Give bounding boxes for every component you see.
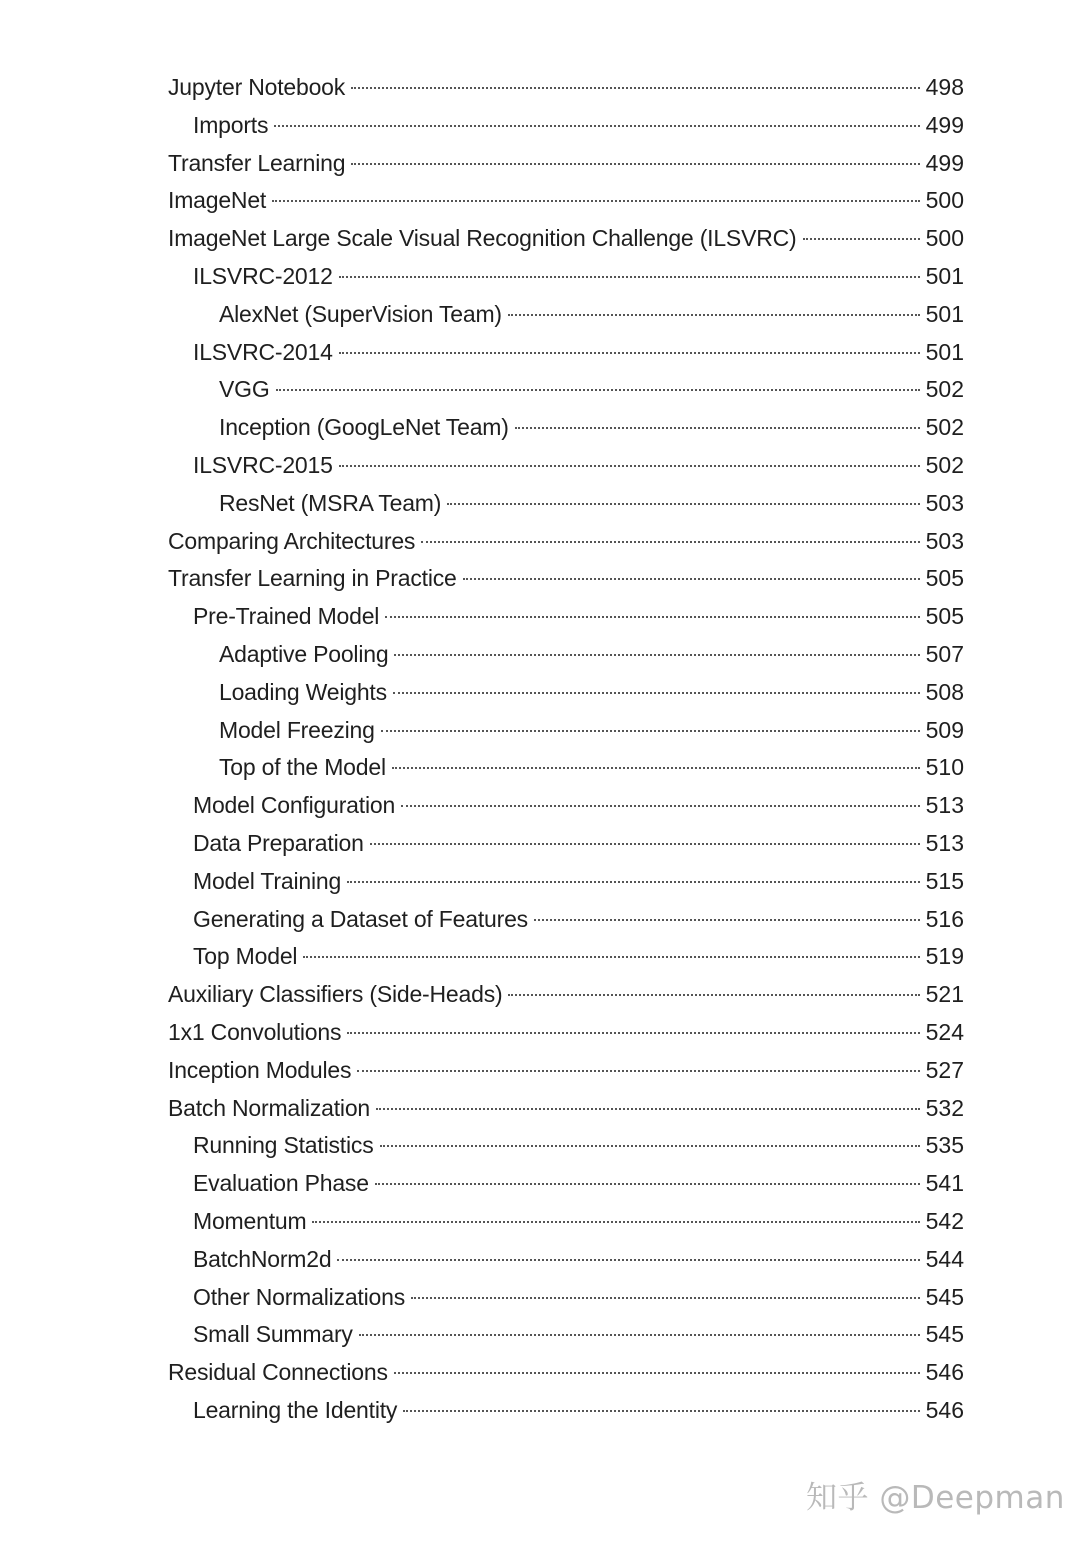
toc-entry-title: VGG xyxy=(219,376,270,403)
dot-leader xyxy=(347,1032,920,1034)
dot-leader xyxy=(401,805,920,807)
toc-entry-page: 503 xyxy=(925,489,964,516)
toc-entry-title: Loading Weights xyxy=(219,678,387,705)
toc-entry-title: Top of the Model xyxy=(219,754,386,781)
dot-leader xyxy=(394,654,920,656)
toc-entry-title: ImageNet xyxy=(168,187,267,214)
toc-entry-page: 502 xyxy=(925,414,964,441)
dot-leader xyxy=(357,1070,920,1072)
toc-entry[interactable] xyxy=(168,674,964,712)
dot-leader xyxy=(339,276,920,278)
dot-leader xyxy=(515,427,920,429)
table-of-contents xyxy=(168,69,964,1430)
toc-entry-page: 546 xyxy=(925,1396,964,1423)
toc-entry-title: Data Preparation xyxy=(193,829,364,856)
toc-entry[interactable] xyxy=(168,1392,964,1430)
toc-entry-title: Residual Connections xyxy=(168,1359,388,1386)
toc-entry[interactable] xyxy=(168,560,964,598)
toc-entry-title: Auxiliary Classifiers (Side-Heads) xyxy=(168,981,503,1008)
toc-entry[interactable] xyxy=(168,485,964,523)
toc-entry-page: 515 xyxy=(925,867,964,894)
dot-leader xyxy=(359,1334,920,1336)
toc-entry[interactable] xyxy=(168,825,964,863)
dot-leader xyxy=(393,692,920,694)
toc-entry-title: Model Configuration xyxy=(193,792,396,819)
toc-entry-title: ILSVRC-2012 xyxy=(193,262,333,289)
toc-entry[interactable] xyxy=(168,258,964,296)
dot-leader xyxy=(312,1221,920,1223)
toc-entry-page: 542 xyxy=(925,1207,964,1234)
dot-leader xyxy=(803,238,921,240)
toc-entry[interactable] xyxy=(168,1316,964,1354)
dot-leader xyxy=(303,956,920,958)
dot-leader xyxy=(376,1108,920,1110)
dot-leader xyxy=(339,465,920,467)
dot-leader xyxy=(421,541,920,543)
toc-entry-page: 501 xyxy=(925,262,964,289)
toc-entry-page: 501 xyxy=(925,338,964,365)
toc-entry-page: 546 xyxy=(925,1359,964,1386)
dot-leader xyxy=(411,1297,920,1299)
toc-entry[interactable] xyxy=(168,334,964,372)
toc-entry-title: Transfer Learning xyxy=(168,149,346,176)
dot-leader xyxy=(272,200,920,202)
toc-entry[interactable] xyxy=(168,69,964,107)
toc-entry[interactable] xyxy=(168,1127,964,1165)
dot-leader xyxy=(276,389,920,391)
toc-entry-page: 545 xyxy=(925,1321,964,1348)
toc-entry-title: ResNet (MSRA Team) xyxy=(219,489,442,516)
toc-entry-title: Other Normalizations xyxy=(193,1283,406,1310)
toc-entry[interactable] xyxy=(168,1203,964,1241)
toc-entry[interactable] xyxy=(168,145,964,183)
toc-entry-title: Inception Modules xyxy=(168,1056,352,1083)
toc-entry-title: Inception (GoogLeNet Team) xyxy=(219,414,509,441)
toc-entry[interactable] xyxy=(168,1014,964,1052)
toc-entry-page: 544 xyxy=(925,1245,964,1272)
toc-entry-title: Model Freezing xyxy=(219,716,375,743)
toc-entry-title: Running Statistics xyxy=(193,1132,374,1159)
dot-leader xyxy=(351,163,920,165)
toc-entry[interactable] xyxy=(168,1165,964,1203)
toc-entry-title: ILSVRC-2015 xyxy=(193,451,333,478)
dot-leader xyxy=(508,314,920,316)
toc-entry-page: 502 xyxy=(925,376,964,403)
toc-entry[interactable] xyxy=(168,1354,964,1392)
toc-entry-title: Small Summary xyxy=(193,1321,353,1348)
toc-entry[interactable] xyxy=(168,598,964,636)
toc-entry[interactable] xyxy=(168,220,964,258)
toc-entry-title: AlexNet (SuperVision Team) xyxy=(219,300,502,327)
toc-entry-title: Model Training xyxy=(193,867,342,894)
toc-entry-title: Imports xyxy=(193,111,269,138)
toc-entry-page: 521 xyxy=(925,981,964,1008)
toc-entry-title: Learning the Identity xyxy=(193,1396,398,1423)
toc-entry[interactable] xyxy=(168,1090,964,1128)
toc-entry-page: 498 xyxy=(925,74,964,100)
toc-entry-title: Adaptive Pooling xyxy=(219,640,389,667)
toc-entry[interactable] xyxy=(168,901,964,939)
watermark: 知乎 @Deepman xyxy=(806,1480,1065,1516)
dot-leader xyxy=(508,994,920,996)
toc-entry[interactable] xyxy=(168,787,964,825)
dot-leader xyxy=(339,352,920,354)
dot-leader xyxy=(375,1183,920,1185)
dot-leader xyxy=(403,1410,920,1412)
dot-leader xyxy=(534,919,920,921)
toc-entry-title: Generating a Dataset of Features xyxy=(193,905,528,932)
toc-entry-title: ILSVRC-2014 xyxy=(193,338,333,365)
toc-entry-page: 509 xyxy=(925,716,964,743)
toc-entry[interactable] xyxy=(168,938,964,976)
toc-entry[interactable] xyxy=(168,1241,964,1279)
toc-entry-page: 501 xyxy=(925,300,964,327)
toc-entry[interactable] xyxy=(168,371,964,409)
dot-leader xyxy=(337,1259,920,1261)
toc-entry-page: 545 xyxy=(925,1283,964,1310)
toc-entry-page: 505 xyxy=(925,565,964,592)
toc-entry-page: 524 xyxy=(925,1018,964,1045)
toc-entry-page: 513 xyxy=(925,829,964,856)
toc-entry-page: 500 xyxy=(925,225,964,252)
toc-entry-title: Top Model xyxy=(193,943,298,970)
toc-entry[interactable] xyxy=(168,409,964,447)
dot-leader xyxy=(447,503,920,505)
toc-entry-page: 516 xyxy=(925,905,964,932)
toc-entry-page: 535 xyxy=(925,1132,964,1159)
toc-entry[interactable] xyxy=(168,296,964,334)
toc-entry-page: 499 xyxy=(925,111,964,138)
dot-leader xyxy=(351,87,920,89)
toc-entry-title: Evaluation Phase xyxy=(193,1170,369,1197)
toc-entry-page: 508 xyxy=(925,678,964,705)
toc-entry-page: 541 xyxy=(925,1170,964,1197)
toc-entry[interactable] xyxy=(168,636,964,674)
dot-leader xyxy=(394,1372,920,1374)
toc-entry-title: 1x1 Convolutions xyxy=(168,1018,342,1045)
toc-entry[interactable] xyxy=(168,749,964,787)
toc-entry-page: 507 xyxy=(925,640,964,667)
toc-entry-page: 519 xyxy=(925,943,964,970)
toc-entry-title: Batch Normalization xyxy=(168,1094,371,1121)
toc-entry-page: 500 xyxy=(925,187,964,214)
dot-leader xyxy=(380,1145,921,1147)
toc-entry-title: Pre-Trained Model xyxy=(193,603,380,630)
toc-entry-title: BatchNorm2d xyxy=(193,1245,332,1272)
toc-entry-page: 503 xyxy=(925,527,964,554)
toc-entry-page: 502 xyxy=(925,451,964,478)
toc-entry-page: 532 xyxy=(925,1094,964,1121)
toc-entry[interactable] xyxy=(168,712,964,750)
toc-entry-page: 499 xyxy=(925,149,964,176)
toc-entry[interactable] xyxy=(168,182,964,220)
toc-entry[interactable] xyxy=(168,107,964,145)
toc-entry-page: 510 xyxy=(925,754,964,781)
dot-leader xyxy=(370,843,920,845)
dot-leader xyxy=(463,578,920,580)
toc-entry-title: Jupyter Notebook xyxy=(168,74,346,100)
toc-entry-title: Transfer Learning in Practice xyxy=(168,565,457,592)
toc-entry[interactable] xyxy=(168,523,964,561)
toc-entry-page: 513 xyxy=(925,792,964,819)
dot-leader xyxy=(385,616,920,618)
toc-entry-title: ImageNet Large Scale Visual Recognition Challenge (ILSVRC) xyxy=(168,225,797,252)
toc-entry[interactable] xyxy=(168,1279,964,1317)
toc-entry-page: 527 xyxy=(925,1056,964,1083)
toc-entry-title: Comparing Architectures xyxy=(168,527,416,554)
dot-leader xyxy=(347,881,920,883)
toc-entry[interactable] xyxy=(168,863,964,901)
toc-entry-page: 505 xyxy=(925,603,964,630)
dot-leader xyxy=(381,730,920,732)
toc-entry[interactable] xyxy=(168,976,964,1014)
dot-leader xyxy=(392,767,920,769)
toc-entry[interactable] xyxy=(168,1052,964,1090)
dot-leader xyxy=(274,125,920,127)
toc-entry-title: Momentum xyxy=(193,1207,307,1234)
toc-entry[interactable] xyxy=(168,447,964,485)
